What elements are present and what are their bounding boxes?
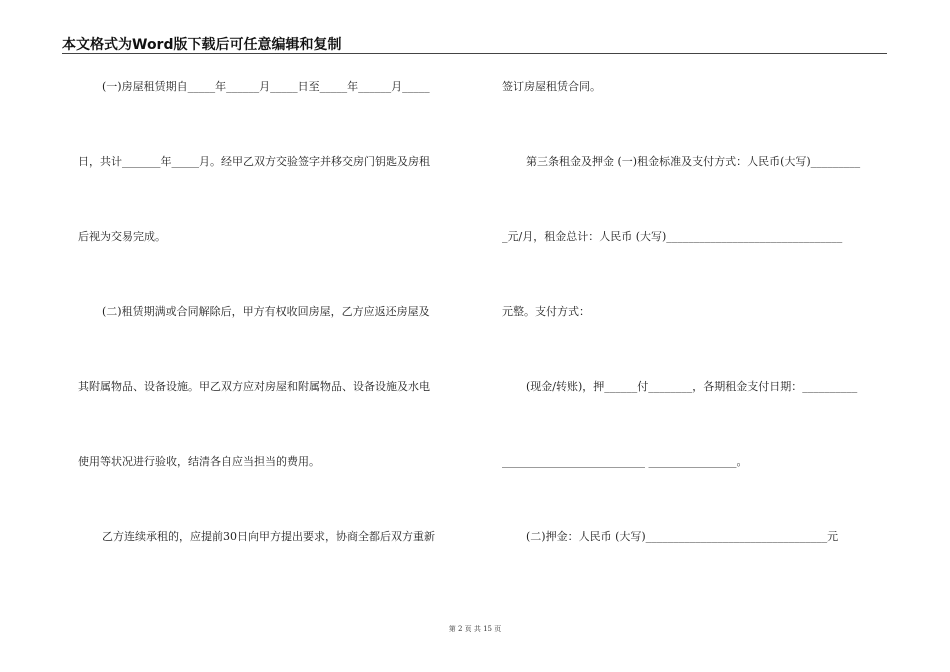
right-line-6: __________________________ ________________。 [502, 455, 748, 468]
left-line-1: (一)房屋租赁期自_____年______月_____日至_____年______月_____ [102, 80, 430, 93]
left-line-2: 日，共计_______年_____月。经甲乙双方交验签字并移交房门钥匙及房租 [78, 155, 430, 168]
right-line-7: (二)押金：人民币 (大写)_________________________________元 [526, 530, 839, 543]
left-line-4: (二)租赁期满或合同解除后，甲方有权收回房屋，乙方应返还房屋及 [102, 305, 430, 318]
page-number-footer: 第 2 页 共 15 页 [448, 625, 502, 633]
right-line-3: _元/月，租金总计：人民币 (大写)________________________________ [502, 230, 843, 243]
left-line-7: 乙方连续承租的，应提前30日向甲方提出要求，协商全都后双方重新 [102, 530, 435, 543]
left-line-6: 使用等状况进行验收，结清各自应当担当的费用。 [78, 455, 320, 468]
left-line-3: 后视为交易完成。 [78, 230, 166, 243]
right-line-4: 元整。支付方式： [502, 305, 590, 318]
right-line-2: 第三条租金及押金 (一)租金标准及支付方式：人民币(大写)_________ [526, 155, 861, 168]
header-divider [62, 53, 887, 54]
right-line-1: 签订房屋租赁合同。 [502, 80, 601, 93]
left-line-5: 其附属物品、设备设施。甲乙双方应对房屋和附属物品、设备设施及水电 [78, 380, 430, 393]
document-header-title: 本文格式为Word版下载后可任意编辑和复制 [62, 37, 342, 53]
right-line-5: (现金/转账)，押______付________，各期租金支付日期：__________ [526, 380, 858, 393]
